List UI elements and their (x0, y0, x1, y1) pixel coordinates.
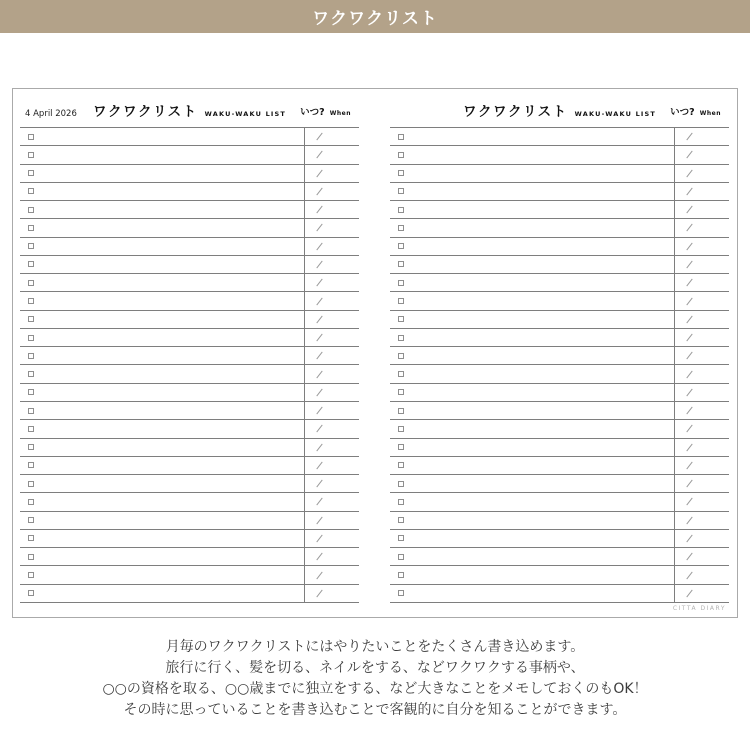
checkbox (398, 170, 404, 176)
page-date: 4 April 2026 (25, 109, 77, 119)
when-cell (674, 219, 729, 236)
when-cell (674, 457, 729, 474)
list-row (390, 292, 729, 310)
page-header (20, 89, 359, 127)
list-row (20, 238, 359, 256)
slash-icon (316, 498, 322, 506)
list-row (390, 439, 729, 457)
list-row (390, 475, 729, 493)
checkbox (28, 335, 34, 341)
when-cell (674, 384, 729, 401)
checkbox (398, 225, 404, 231)
when-cell (674, 201, 729, 218)
checkbox (398, 481, 404, 487)
checkbox (28, 134, 34, 140)
when-cell (674, 566, 729, 583)
checkbox (28, 444, 34, 450)
slash-icon (686, 553, 692, 561)
when-cell (304, 238, 359, 255)
brand-label: CITTA DIARY (672, 605, 726, 612)
slash-icon (316, 571, 322, 579)
list-row (390, 201, 729, 219)
list-row (390, 548, 729, 566)
checkbox (28, 535, 34, 541)
checkbox (398, 371, 404, 377)
when-cell (674, 128, 729, 145)
list-row (390, 365, 729, 383)
list-row (20, 347, 359, 365)
when-cell (674, 530, 729, 547)
slash-icon (686, 407, 692, 415)
list-row (20, 128, 359, 146)
when-label-en: When (699, 110, 721, 117)
when-cell (304, 585, 359, 602)
when-cell (304, 329, 359, 346)
description-line: 月毎のワクワクリストにはやりたいことをたくさん書き込めます。 (165, 639, 585, 655)
checkbox (28, 280, 34, 286)
when-cell (674, 146, 729, 163)
checkbox (28, 207, 34, 213)
list-row (20, 311, 359, 329)
checkbox (398, 444, 404, 450)
when-cell (304, 566, 359, 583)
slash-icon (316, 462, 322, 470)
slash-icon (686, 261, 692, 269)
when-cell (674, 512, 729, 529)
slash-icon (686, 206, 692, 214)
slash-icon (316, 297, 322, 305)
slash-icon (686, 188, 692, 196)
list-row (20, 402, 359, 420)
checkbox (398, 462, 404, 468)
list-row (20, 256, 359, 274)
when-cell (304, 347, 359, 364)
checkbox (28, 243, 34, 249)
checkbox (28, 353, 34, 359)
list-row (390, 274, 729, 292)
slash-icon (316, 206, 322, 214)
when-column-header (670, 100, 721, 119)
when-cell (304, 420, 359, 437)
slash-icon (686, 242, 692, 250)
slash-icon (686, 224, 692, 232)
list-row (390, 402, 729, 420)
checkbox (398, 261, 404, 267)
list-row (390, 512, 729, 530)
when-cell (674, 311, 729, 328)
checkbox (28, 462, 34, 468)
checkbox (28, 554, 34, 560)
slash-icon (316, 589, 322, 597)
when-cell (304, 292, 359, 309)
list-row (20, 274, 359, 292)
slash-icon (316, 315, 322, 323)
list-row (390, 219, 729, 237)
list-row (390, 420, 729, 438)
slash-icon (686, 151, 692, 159)
when-cell (674, 420, 729, 437)
list-row (20, 475, 359, 493)
diary-page-right (390, 89, 729, 617)
slash-icon (686, 535, 692, 543)
checkbox (398, 499, 404, 505)
checkbox (28, 298, 34, 304)
checkbox (28, 261, 34, 267)
list-row (20, 165, 359, 183)
when-cell (304, 165, 359, 182)
when-cell (674, 274, 729, 291)
slash-icon (316, 553, 322, 561)
checkbox (28, 152, 34, 158)
top-banner (0, 0, 750, 33)
checkbox (398, 590, 404, 596)
page-title: ワクワクリスト (462, 104, 568, 120)
slash-icon (686, 370, 692, 378)
checkbox (28, 371, 34, 377)
list-row (20, 146, 359, 164)
slash-icon (686, 443, 692, 451)
page-header (390, 89, 729, 127)
slash-icon (686, 462, 692, 470)
checkbox (398, 408, 404, 414)
slash-icon (686, 571, 692, 579)
when-cell (674, 493, 729, 510)
list-row (390, 329, 729, 347)
when-cell (674, 347, 729, 364)
checkbox (398, 188, 404, 194)
when-cell (674, 402, 729, 419)
slash-icon (686, 425, 692, 433)
slash-icon (686, 388, 692, 396)
slash-icon (316, 133, 322, 141)
slash-icon (316, 242, 322, 250)
when-label-en: When (329, 110, 351, 117)
slash-icon (686, 498, 692, 506)
list-row (20, 457, 359, 475)
list-row (20, 201, 359, 219)
checkbox (28, 316, 34, 322)
slash-icon (316, 188, 322, 196)
slash-icon (316, 388, 322, 396)
list-row (390, 457, 729, 475)
checkbox (398, 517, 404, 523)
when-cell (304, 493, 359, 510)
slash-icon (316, 535, 322, 543)
checkbox (28, 426, 34, 432)
list-row (20, 548, 359, 566)
checkbox (398, 426, 404, 432)
when-cell (674, 548, 729, 565)
list-row (390, 566, 729, 584)
checkbox (398, 134, 404, 140)
when-cell (674, 439, 729, 456)
when-cell (304, 311, 359, 328)
when-cell (674, 165, 729, 182)
when-cell (304, 402, 359, 419)
checkbox (28, 572, 34, 578)
slash-icon (686, 297, 692, 305)
when-cell (304, 128, 359, 145)
when-cell (674, 183, 729, 200)
slash-icon (686, 133, 692, 141)
when-cell (304, 146, 359, 163)
list-row (390, 347, 729, 365)
slash-icon (316, 352, 322, 360)
description-line: ○○の資格を取る、○○歳までに独立をする、など大きなことをメモしておくのもOK！ (102, 681, 648, 697)
checkbox (28, 170, 34, 176)
when-cell (304, 384, 359, 401)
list-row (390, 585, 729, 603)
diary-spread (12, 88, 738, 618)
list-row (390, 146, 729, 164)
when-cell (674, 329, 729, 346)
list-row (20, 585, 359, 603)
slash-icon (316, 443, 322, 451)
slash-icon (316, 516, 322, 524)
slash-icon (686, 589, 692, 597)
checkbox (398, 243, 404, 249)
slash-icon (316, 224, 322, 232)
when-cell (304, 548, 359, 565)
checkbox (28, 481, 34, 487)
slash-icon (686, 315, 692, 323)
when-cell (304, 512, 359, 529)
list-row (20, 292, 359, 310)
when-label-jp: いつ? (670, 107, 695, 118)
slash-icon (686, 279, 692, 287)
list-row (20, 439, 359, 457)
list-row (390, 183, 729, 201)
description-line: その時に思っていることを書き込むことで客観的に自分を知ることができます。 (123, 702, 627, 718)
when-cell (674, 256, 729, 273)
when-cell (304, 183, 359, 200)
list-row (390, 311, 729, 329)
when-cell (304, 201, 359, 218)
checkbox (28, 408, 34, 414)
page-title-group (93, 100, 286, 120)
checkbox (398, 298, 404, 304)
list-row (20, 420, 359, 438)
list-row (20, 365, 359, 383)
when-cell (674, 238, 729, 255)
list-row (20, 512, 359, 530)
list-row (20, 384, 359, 402)
slash-icon (686, 169, 692, 177)
list-row (390, 238, 729, 256)
when-cell (304, 439, 359, 456)
checkbox (398, 554, 404, 560)
checkbox (398, 572, 404, 578)
when-cell (674, 292, 729, 309)
list-row (390, 128, 729, 146)
checkbox (398, 535, 404, 541)
page-subtitle: WAKU-WAKU LIST (204, 110, 287, 118)
slash-icon (316, 169, 322, 177)
list-row (390, 165, 729, 183)
slash-icon (316, 334, 322, 342)
when-cell (674, 585, 729, 602)
when-cell (304, 475, 359, 492)
when-cell (304, 256, 359, 273)
checkbox (28, 389, 34, 395)
banner-title: ワクワクリスト (312, 9, 438, 29)
when-cell (304, 365, 359, 382)
diary-page-left (20, 89, 359, 617)
slash-icon (316, 480, 322, 488)
list-row (390, 530, 729, 548)
list-rows (20, 127, 359, 603)
checkbox (28, 517, 34, 523)
slash-icon (686, 516, 692, 524)
when-cell (304, 274, 359, 291)
checkbox (28, 225, 34, 231)
slash-icon (316, 425, 322, 433)
page-title-group (463, 100, 656, 120)
list-row (20, 493, 359, 511)
when-column-header (300, 100, 351, 119)
description-text (0, 637, 750, 721)
list-row (20, 329, 359, 347)
checkbox (398, 316, 404, 322)
when-cell (674, 475, 729, 492)
list-row (20, 183, 359, 201)
slash-icon (316, 151, 322, 159)
checkbox (398, 152, 404, 158)
checkbox (398, 207, 404, 213)
list-row (20, 219, 359, 237)
checkbox (398, 280, 404, 286)
checkbox (398, 389, 404, 395)
when-label-jp: いつ? (300, 107, 325, 118)
checkbox (28, 499, 34, 505)
list-row (20, 566, 359, 584)
checkbox (28, 188, 34, 194)
checkbox (398, 335, 404, 341)
page-subtitle: WAKU-WAKU LIST (574, 110, 657, 118)
checkbox (398, 353, 404, 359)
slash-icon (316, 261, 322, 269)
checkbox (28, 590, 34, 596)
list-row (390, 256, 729, 274)
slash-icon (686, 480, 692, 488)
slash-icon (316, 370, 322, 378)
slash-icon (686, 352, 692, 360)
slash-icon (686, 334, 692, 342)
slash-icon (316, 279, 322, 287)
description-line: 旅行に行く、髪を切る、ネイルをする、などワクワクする事柄や、 (165, 660, 585, 676)
list-rows (390, 127, 729, 603)
when-cell (304, 457, 359, 474)
list-row (390, 493, 729, 511)
page-title: ワクワクリスト (92, 104, 198, 120)
slash-icon (316, 407, 322, 415)
list-row (20, 530, 359, 548)
list-row (390, 384, 729, 402)
when-cell (304, 530, 359, 547)
when-cell (674, 365, 729, 382)
when-cell (304, 219, 359, 236)
